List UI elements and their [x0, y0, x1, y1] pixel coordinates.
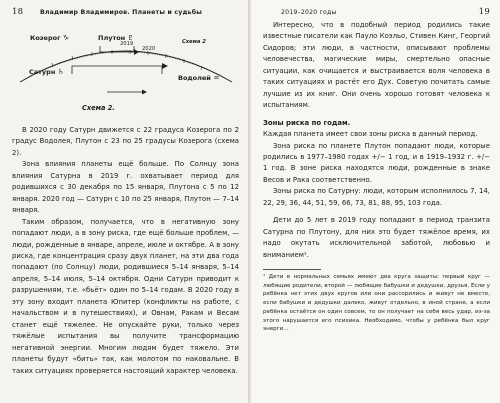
- year-2020-label: 2020: [142, 46, 156, 52]
- saturn-icon: ♄: [57, 68, 64, 76]
- left-running-head: [12, 6, 239, 20]
- arc-ticks: [52, 50, 202, 70]
- paragraph: Дети до 5 лет в 2019 году попадают в период транзита Сатурна по Плутону, для них это будет тяжёлое время, их надо окутать исключительной заботой, любовью и вниманием¹.: [263, 216, 490, 259]
- section-heading: Зоны риска по годам.: [263, 118, 351, 127]
- left-page: [0, 0, 249, 403]
- right-running-title: 2019–2020 годы: [281, 8, 337, 16]
- paragraph: Таким образом, получается, что в негативную зону попадают люди, а в зону риска, где ещё больше проблем, — люди, рожденные в январе, апреле, июле и октябре. А в зону риска, где концентрация сразу двух планет, на эти два года попадают (по Солнцу) люди, родившиеся 5–14 января, 5–14 апреля, 5–14 июля, 5–14 октября. Одни Сатурн приводит к разрушениям, т.е. «бьёт» один по 5–14 годам. В 2020 году в эту зону входит планета Юпитер (конфликты на работе, с начальством и в путешествиях), и Овнам, Ракам и Весам станет ещё тяжелее. Не опускайте руки, только через тяжёлые испытания вы получите трансформацию негативной энергии. Многим людям будет тяжело. Эти планеты будут «бить» так, как молотом по наковальне. В таких ситуациях проверяется настоящий характер человека.: [12, 217, 239, 375]
- footnote: ¹ Дети в нормальных семьях имеют два круга защиты: первый круг — любящие родители, второй — любящие бабушки и дедушки, друзья. Если у ребёнка нет этих двух кругов или они рассорились и живут не вместе, если бабушки и дедушки далеко, живут отдельно, в иной стране, а если ребёнка остаётся он один совсем, то он получает на себя весь удар, из-за этого нарушается его психика. Необходимо, чтобы у ребёнка был круг энерги...: [263, 274, 490, 333]
- left-page-number: 18: [12, 7, 24, 17]
- pluto-arrow: [134, 49, 139, 55]
- paragraph: Зона влияния планеты ещё больше. По Солнцу зона влияния Сатурна в 2019 г. охватывает период для родившихся с 30 декабря по 15 января, Плутона с 5 по 12 января. 2020 год — Сатурн с 10 по 25 января, Плутон — 7–14 января.: [12, 160, 239, 215]
- pluto-icon: ♇: [127, 34, 134, 42]
- capricorn-label: Козерог ♑: [30, 34, 70, 42]
- right-running-head: [263, 6, 490, 20]
- paragraph: Каждая планета имеет свои зоны риска в данный период.: [263, 130, 478, 139]
- footnote-rule: [263, 269, 321, 270]
- right-body-text: [263, 20, 490, 261]
- left-running-title: Владимир Владимиров. Планеты и судьбы: [40, 8, 203, 16]
- right-page-number: 19: [478, 7, 490, 17]
- year-2019-label: 2019: [120, 41, 134, 47]
- paragraph: Интересно, что в подобный период родились такие известные писатели как Пауло Коэльо, Стивен Кинг, Георгий Сидоров; эти люди, в частности, описывают проблемы человечества, магические миры, смертельно опасные ситуации, как очищается и выстраивается воля человека в таких ситуациях и растёт его Дух. Советую почитать самые лучшие из их книг. Они очень хорошо готовят человека к испытаниям.: [263, 21, 490, 110]
- year-arrow-head: [142, 90, 147, 95]
- scheme-inline-label: Схема 2: [182, 39, 206, 45]
- scheme-2-figure: [12, 22, 239, 125]
- pluto-label: Плутон ♇: [98, 34, 134, 42]
- figure-caption: Схема 2.: [82, 104, 115, 112]
- aquarius-icon: ♒: [213, 74, 220, 82]
- right-page: [251, 0, 500, 403]
- saturn-label: Сатурн ♄: [29, 68, 64, 76]
- paragraph: В 2020 году Сатурн движется с 22 градуса Козерога по 2 градус Водолея, Плутон с 23 по 25 градусы Козерога (схема 2).: [12, 126, 239, 157]
- capricorn-icon: ♑: [62, 34, 70, 42]
- saturn-arrow: [162, 63, 168, 69]
- paragraph: Зоны риска по Сатурну: люди, которым исполнилось 7, 14, 22, 29, 36, 44, 51, 59, 66, 73, 81, 88, 95, 103 года.: [263, 187, 490, 207]
- paragraph: Зона риска по планете Плутон попадают люди, которые родились в 1977–1980 годах +/− 1 год, и в 1919–1932 г. +/− 1 год. В зоне риска находятся люди, рожденные в знаке Весов и Рака соответственно.: [263, 141, 490, 184]
- saturn-span: [72, 66, 162, 74]
- aquarius-label: Водолей ♒: [178, 74, 220, 82]
- left-body-text: [12, 125, 239, 377]
